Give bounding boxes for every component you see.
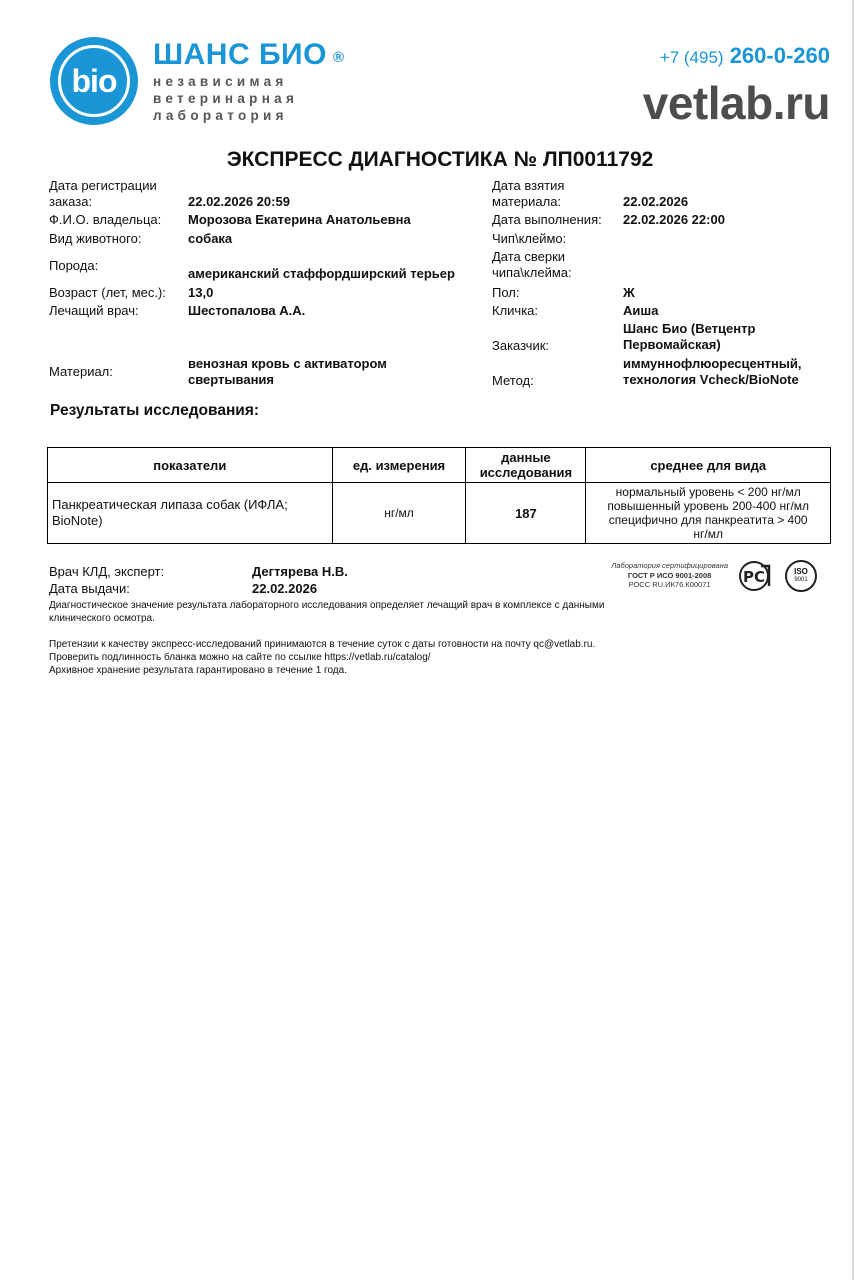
header-ref: среднее для вида bbox=[586, 448, 831, 483]
brand-name: ШАНС БИО bbox=[153, 38, 327, 71]
rst-mark-icon bbox=[736, 560, 774, 592]
archive-note: Архивное хранение результата гарантировано в течение 1 года. bbox=[49, 665, 347, 676]
issue-date-value: 22.02.2026 bbox=[252, 581, 318, 596]
species-value: собака bbox=[188, 231, 233, 246]
cell-value: 187 bbox=[466, 483, 586, 544]
expert-value: Дегтярева Н.В. bbox=[252, 564, 348, 579]
footer-notes bbox=[49, 638, 769, 677]
table-row bbox=[48, 483, 831, 544]
method-value: иммуннофлюоресцентный, технология Vcheck/BioNote bbox=[623, 356, 802, 387]
sample-date-label: Дата взятия материала: bbox=[492, 178, 565, 209]
table-header-row bbox=[48, 448, 831, 483]
svg-text:PC: PC bbox=[742, 568, 766, 586]
reg-date-label: Дата регистрации заказа: bbox=[49, 178, 157, 209]
chip-check-label: Дата сверки чипа\клейма: bbox=[492, 249, 572, 280]
results-heading: Результаты исследования: bbox=[50, 402, 260, 419]
sex-value: Ж bbox=[623, 285, 635, 300]
chip-label: Чип\клеймо: bbox=[492, 231, 567, 246]
doctor-value: Шестопалова А.А. bbox=[188, 303, 306, 318]
issue-date-label: Дата выдачи: bbox=[49, 581, 130, 596]
phone-prefix: +7 (495) bbox=[659, 48, 724, 67]
cell-ref: нормальный уровень < 200 нг/мл повышенный уровень 200-400 нг/мл специфично для панкреатита > 400 нг/мл bbox=[586, 483, 831, 544]
iso-badge-icon: ISO 9001 bbox=[785, 560, 817, 592]
diagnostic-note: Диагностическое значение результата лабораторного исследования определяет лечащий врач в комплексе с данными клинического осмотра. bbox=[49, 600, 605, 624]
tagline-line-1: независимая bbox=[153, 74, 288, 89]
customer-label: Заказчик: bbox=[492, 338, 550, 353]
age-value: 13,0 bbox=[188, 285, 214, 300]
age-label: Возраст (лет, мес.): bbox=[49, 285, 166, 300]
header-value: данные исследования bbox=[466, 448, 586, 483]
phone-number: 260-0-260 bbox=[729, 43, 830, 68]
document-title: ЭКСПРЕСС ДИАГНОСТИКА № ЛП0011792 bbox=[226, 148, 654, 171]
doctor-label: Лечащий врач: bbox=[49, 303, 139, 318]
material-value: венозная кровь с активатором свертывания bbox=[188, 356, 387, 387]
breed-label: Порода: bbox=[49, 258, 99, 273]
tagline-line-2: ветеринарная bbox=[153, 91, 299, 106]
brand-registered-mark: ® bbox=[333, 49, 345, 66]
owner-label: Ф.И.О. владельца: bbox=[49, 212, 162, 227]
claims-note: Претензии к качеству экспресс-исследований принимаются в течение суток с даты готовности на почту qc@vetlab.ru. bbox=[49, 639, 596, 650]
cell-unit: нг/мл bbox=[332, 483, 466, 544]
certification-text: Лаборатория сертифицирована ГОСТ Р ИСО 9001-2008 РОСС RU.ИК76.К00071 bbox=[611, 561, 728, 589]
results-table bbox=[47, 447, 831, 544]
done-label: Дата выполнения: bbox=[492, 212, 602, 227]
expert-label: Врач КЛД, эксперт: bbox=[49, 564, 165, 579]
customer-value: Шанс Био (Ветцентр Первомайская) bbox=[623, 321, 756, 352]
header-param: показатели bbox=[48, 448, 333, 483]
phone bbox=[660, 43, 830, 69]
tagline-line-3: лаборатория bbox=[153, 108, 288, 123]
pet-name-value: Аиша bbox=[623, 303, 659, 318]
cell-param: Панкреатическая липаза собак (ИФЛА; BioNote) bbox=[48, 483, 333, 544]
owner-value: Морозова Екатерина Анатольевна bbox=[188, 212, 411, 227]
logo-icon: bio bbox=[50, 37, 138, 125]
species-label: Вид животного: bbox=[49, 231, 142, 246]
method-label: Метод: bbox=[492, 373, 534, 388]
done-value: 22.02.2026 22:00 bbox=[623, 212, 725, 227]
header-unit: ед. измерения bbox=[332, 448, 466, 483]
material-label: Материал: bbox=[49, 364, 113, 379]
verify-note: Проверить подлинность бланка можно на сайте по ссылке https://vetlab.ru/catalog/ bbox=[49, 652, 431, 663]
reg-date-value: 22.02.2026 20:59 bbox=[188, 194, 290, 209]
breed-value: американский стаффордширский терьер bbox=[188, 266, 455, 281]
pet-name-label: Кличка: bbox=[492, 303, 539, 318]
sample-date-value: 22.02.2026 bbox=[623, 194, 689, 209]
site-name: vetlab.ru bbox=[642, 77, 830, 129]
sex-label: Пол: bbox=[492, 285, 520, 300]
